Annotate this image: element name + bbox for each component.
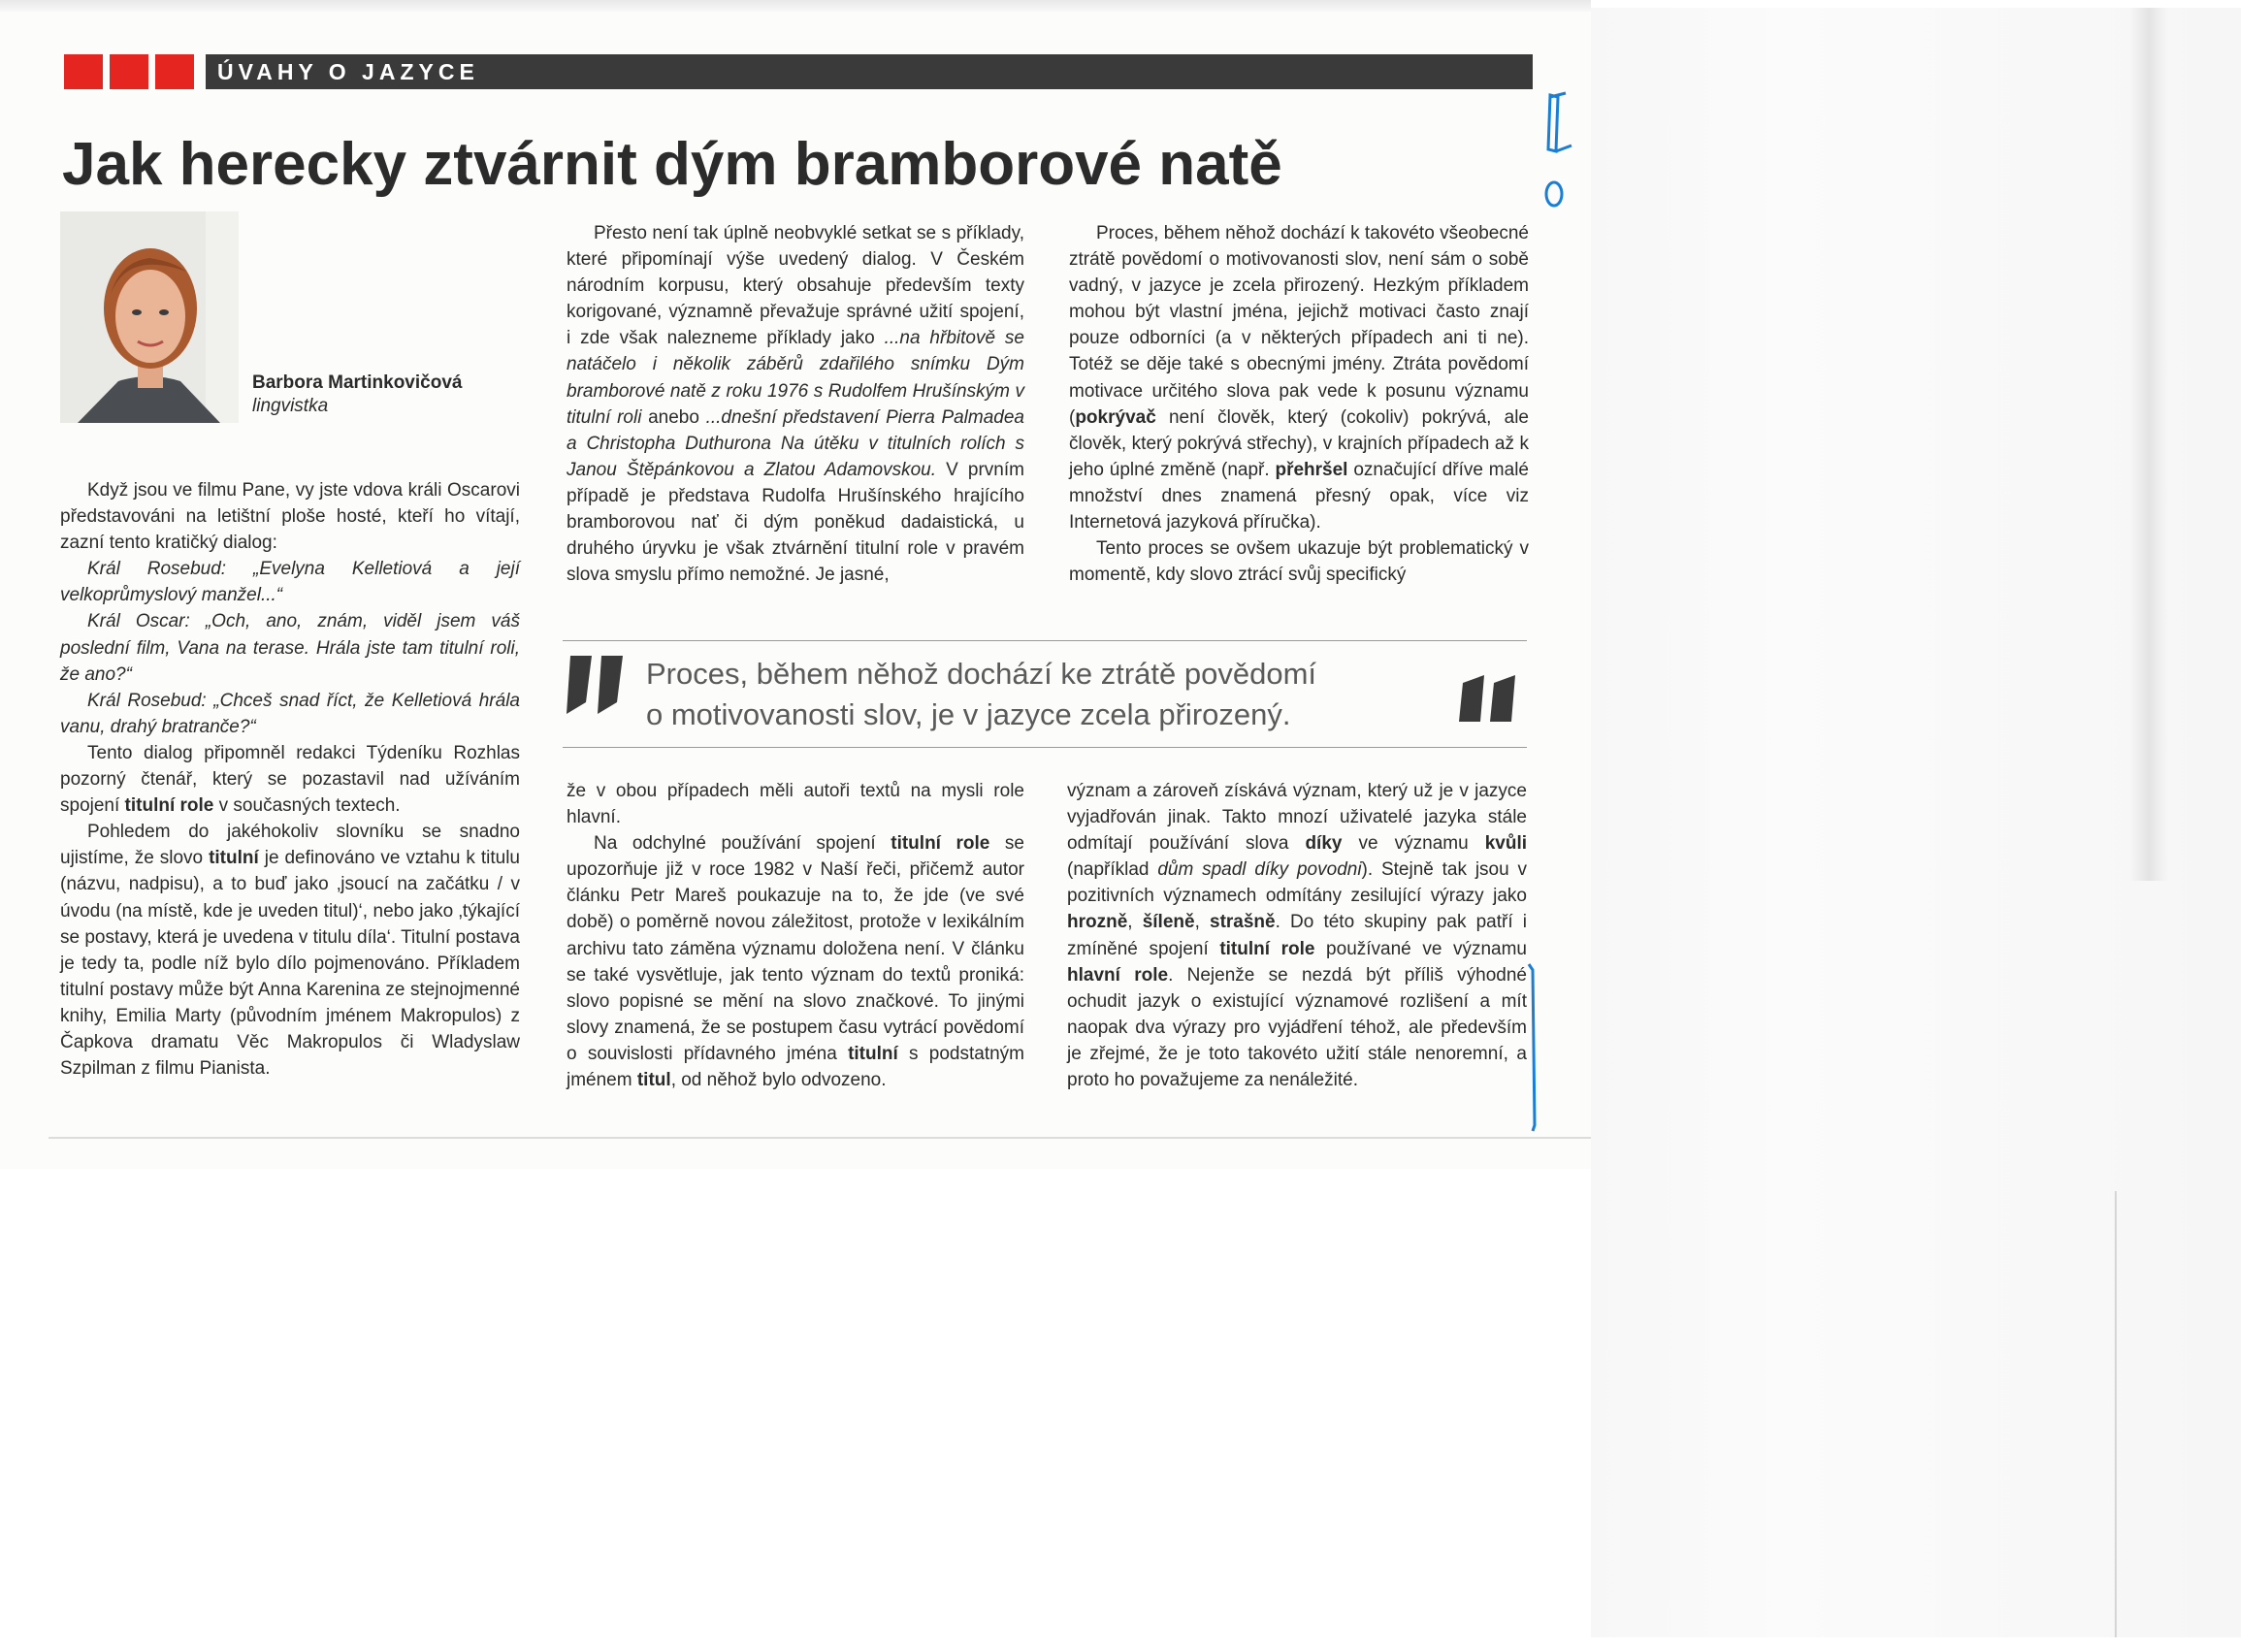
author-photo (60, 211, 239, 423)
section-square (110, 54, 148, 89)
section-label: ÚVAHY O JAZYCE (206, 54, 1533, 89)
author-role: lingvistka (252, 396, 329, 416)
author-byline (252, 372, 462, 418)
scan-edge-line (2115, 1191, 2117, 1637)
paragraph: význam a zároveň získává význam, který už je v jazyce vyjadřován jinak. Takto mnozí uživatelé jazyka stále odmítají používání slova díky ve významu kvůli (například dům spadl díky povodni). Stejně tak jsou v pozitivních významech odmítány zesilující výrazy jako hrozně, šíleně, strašně. Do této skupiny pak patří i zmíněné spojení titulní role používané ve významu hlavní role. Nejenže se nezdá být příliš výhodné ochudit jazyk o existující významové rozlišení a mít naopak dva výrazy pro vyjádření téhož, ale především je zřejmé, že je toto takovéto užití stále nenoremní, a proto ho považujeme za nenáležité. (1067, 781, 1528, 1091)
paragraph: Na odchylné používání spojení titulní role se upozorňuje již v roce 1982 v Naší řeči, přičemž autor článku Petr Mareš poukazuje na to, že jde (ve své době) o poměrně novou záležitost, protože v lexikálním archivu tato záměna významu doložena není. V článku se také vysvětluje, jak tento význam do textů proniká: slovo popisné se mění na slovo značkové. To jinými slovy znamená, že se postupem času vytrácí povědomí o souvislosti přídavného jména titulní s podstatným jménem titul, od něhož bylo odvozeno. (567, 833, 1024, 1091)
pullquote-line: o motivovanosti slov, je v jazyce zcela přirozený. (646, 697, 1291, 731)
paragraph: Přesto není tak úplně neobvyklé setkat se s příklady, které připomínají výše uvedený dialog. V Českém národním korpusu, který obsahuje především texty korigované, významně převažuje správné užití spojení, i zde však nalezneme příklady jako ...na hřbitově se natáčelo i několik záběrů zdařilého snímku Dým bramborové natě z roku 1976 s Rudolfem Hrušínským v titulní roli anebo ...dnešní představení Pierra Palmadea a Christopha Duthurona Na útěku v titulních rolích s Janou Štěpánkovou a Zlatou Adamovskou. V prvním případě je představa Rudolfa Hrušínského hrajícího bramborovou nať či dým poněkud dadaistická, u druhého úryvku je však ztvárnění titulní role v pravém slova smyslu přímo nemožné. Je jasné, (567, 223, 1024, 586)
pullquote-line: Proces, během něhož dochází ke ztrátě povědomí (646, 657, 1317, 691)
author-name: Barbora Martinkovičová (252, 372, 463, 393)
paragraph: Když jsou ve filmu Pane, vy jste vdova králi Oscarovi představováni na letištní ploše hosté, kteří ho vítají, zazní tento kratičký dialog: (60, 480, 520, 554)
pullquote (646, 654, 1442, 735)
section-square (64, 54, 103, 89)
article-column-3 (1069, 220, 1529, 588)
clipping-bottom-edge (49, 1137, 1591, 1139)
headline: Jak herecky ztvárnit dým bramborové natě (62, 131, 1282, 198)
paragraph: že v obou případech měli autoři textů na mysli role hlavní. (567, 781, 1024, 828)
pen-margin-line-icon (1523, 960, 1542, 1135)
newspaper-clipping (0, 0, 1591, 1169)
dialog-line: Král Oscar: „Och, ano, znám, viděl jsem váš poslední film, Vana na terase. Hrála jste tam titulní roli, že ano?“ (60, 611, 520, 685)
pullquote-rule-bottom (563, 747, 1527, 748)
dialog-line: Král Rosebud: „Chceš snad říct, že Kelletiová hrála vanu, drahý bratranče?“ (60, 690, 520, 737)
scan-background (1591, 8, 2241, 1637)
section-header (64, 54, 1533, 89)
dialog-line: Král Rosebud: „Evelyna Kelletiová a její velkoprůmyslový manžel...“ (60, 559, 520, 606)
paragraph: Proces, během něhož dochází k takovéto všeobecné ztrátě povědomí o motivovanosti slov, není sám o sobě vadný, v jazyce je zcela přirozený. Hezkým příkladem mohou být vlastní jména, jejichž motivaci často znají pouze odborníci (a v některých případech ani ti ne). Totéž se děje také s obecnými jmény. Ztráta povědomí motivace určitého slova pak vede k posunu významu (pokrývač není člověk, který (cokoliv) pokrývá, ale člověk, který pokrývá střechy), v krajních případech až k jeho úplné změně (např. přehršel označující dříve malé množství dnes znamená přesný opak, více viz Internetová jazyková příručka). (1069, 223, 1529, 534)
article-column-4 (567, 778, 1024, 1093)
quote-close-icon (1445, 644, 1523, 741)
article-column-2 (567, 220, 1024, 588)
clipping-top-edge (0, 0, 1591, 12)
article-column-5 (1067, 778, 1527, 1093)
pullquote-rule-top (563, 640, 1527, 641)
paragraph: Tento dialog připomněl redakci Týdeníku Rozhlas pozorný čtenář, který se pozastavil nad užíváním spojení titulní role v současných textech. (60, 742, 520, 817)
section-square (155, 54, 194, 89)
pen-annotation-icon (1533, 85, 1591, 221)
paragraph: Tento proces se ovšem ukazuje být problematický v momentě, kdy slovo ztrácí svůj specifický (1069, 538, 1529, 586)
scan-edge-shadow (2129, 8, 2168, 881)
article-column-1 (60, 477, 520, 1082)
quote-open-icon (563, 644, 631, 741)
paragraph: Pohledem do jakéhokoliv slovníku se snadno ujistíme, že slovo titulní je definováno ve vztahu k titulu (názvu, nadpisu), a to buď jako ‚jsoucí na začátku / v úvodu (na místě, kde je uveden titul)‘, nebo jako ‚týkající se postavy, která je uvedena v titulu díla‘. Titulní postava je tedy ta, podle níž bylo dílo pojmenováno. Příkladem titulní postavy může být Anna Karenina ze stejnojmenné knihy, Emilia Marty (původním jménem Makropulos) z Čapkova dramatu Věc Makropulos či Wladyslaw Szpilman z filmu Pianista. (60, 822, 520, 1080)
